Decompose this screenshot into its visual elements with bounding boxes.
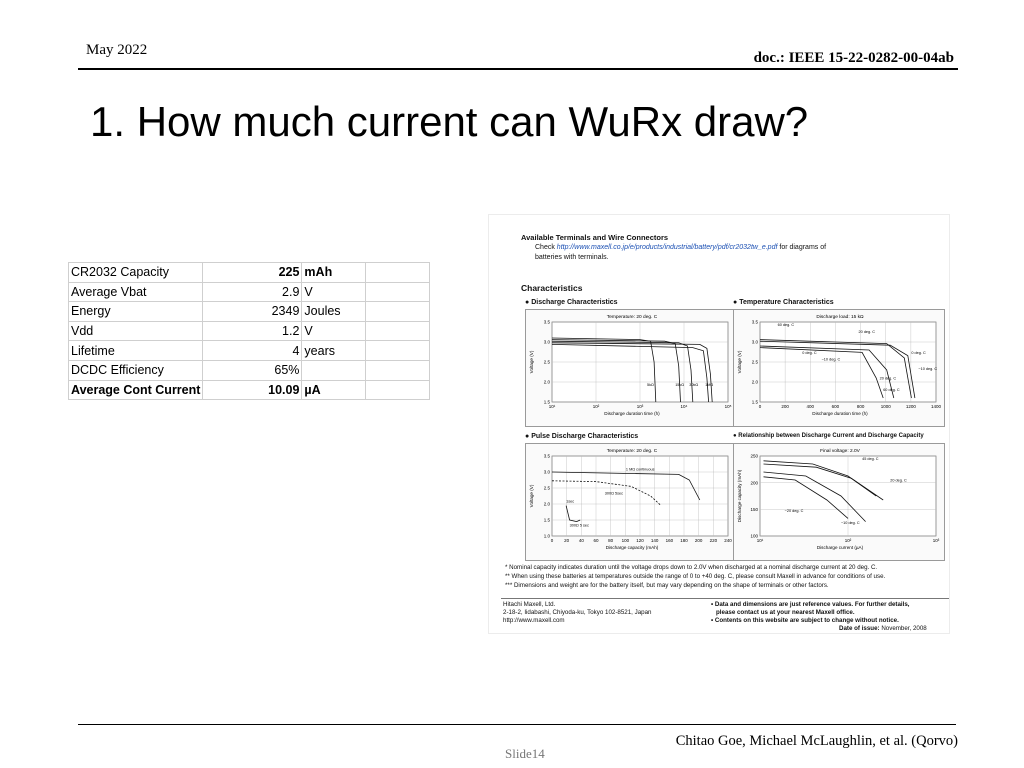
calc-empty xyxy=(366,360,430,380)
terminals-heading: Available Terminals and Wire Connectors xyxy=(521,233,669,242)
curve-label: 1MΩ xyxy=(705,383,714,387)
calc-row xyxy=(69,263,430,283)
y-tick-label: 3.0 xyxy=(543,339,550,345)
issue-date-value: November, 2008 xyxy=(881,625,927,632)
relationship-title: ● Relationship between Discharge Current and Discharge Capacity xyxy=(733,433,924,439)
calc-empty xyxy=(366,321,430,341)
disclaimer-3: • Contents on this website are subject to change without notice. xyxy=(711,617,899,624)
calc-label: Average Vbat xyxy=(69,282,203,302)
characteristics-heading: Characteristics xyxy=(521,283,583,293)
calc-row xyxy=(69,360,430,380)
company-url[interactable]: http://www.maxell.com xyxy=(503,617,565,624)
calc-row xyxy=(69,302,430,322)
calc-value: 1.2 xyxy=(203,321,302,341)
curve-label: −10 deg. C xyxy=(821,357,841,362)
y-tick-label: 250 xyxy=(750,453,758,459)
y-tick-label: 2.0 xyxy=(543,379,550,385)
x-tick-label: 10¹ xyxy=(756,538,764,543)
calc-value: 65% xyxy=(203,360,302,380)
x-tick-label: 10⁵ xyxy=(724,404,732,409)
y-tick-label: 1.5 xyxy=(543,517,550,523)
x-tick-label: 100 xyxy=(621,538,630,543)
x-tick-label: 200 xyxy=(694,538,703,543)
calc-row xyxy=(69,341,430,361)
curve-label: 60 deg. C xyxy=(883,387,900,392)
x-axis-label: Discharge capacity (mAh) xyxy=(605,545,659,550)
curve-label: −10 deg. C xyxy=(840,521,860,525)
discharge-chart-panel xyxy=(525,309,737,427)
temperature-title: ● Temperature Characteristics xyxy=(733,299,834,306)
x-tick-label: 1000 xyxy=(880,404,891,409)
company-address: 2-18-2, Iidabashi, Chiyoda-ku, Tokyo 102-8521, Japan xyxy=(503,609,652,616)
relationship-title-text: Relationship between Discharge Current and Discharge Capacity xyxy=(738,433,924,439)
curve-label: 300Ω 5 sec xyxy=(569,523,589,528)
calc-label: Energy xyxy=(69,302,203,322)
calc-row xyxy=(69,321,430,341)
y-tick-label: 3.0 xyxy=(543,469,550,475)
pulse-title: ● Pulse Discharge Characteristics xyxy=(525,433,639,440)
header-rule xyxy=(78,68,958,70)
relationship-chart-panel xyxy=(733,443,945,561)
calc-value: 2.9 xyxy=(203,282,302,302)
relationship-chart xyxy=(734,444,946,562)
x-tick-label: 0 xyxy=(758,404,762,409)
temperature-chart-panel xyxy=(733,309,945,427)
curve-label: 5kΩ xyxy=(647,383,654,387)
disclaimer-1: • Data and dimensions are just reference values. For further details, xyxy=(711,601,910,608)
issue-date xyxy=(839,625,927,632)
chart-condition: Final voltage: 2.0V xyxy=(820,449,860,454)
x-tick-label: 10¹ xyxy=(548,404,556,409)
calc-empty xyxy=(366,282,430,302)
calc-value: 2349 xyxy=(203,302,302,322)
calc-unit: years xyxy=(302,341,366,361)
y-tick-label: 1.5 xyxy=(751,399,758,405)
calc-value: 4 xyxy=(203,341,302,361)
curve-label: 1 MΩ continuous xyxy=(625,467,655,472)
curve-label: 20 deg. C xyxy=(858,330,876,335)
curve-label: −20 deg. C xyxy=(784,509,804,513)
y-tick-label: 100 xyxy=(750,533,758,539)
y-axis-label: Discharge capacity (mAh) xyxy=(737,469,742,523)
battery-datasheet xyxy=(488,214,950,634)
discharge-title-text: Discharge Characteristics xyxy=(531,299,618,306)
x-tick-label: 400 xyxy=(806,404,815,409)
x-tick-label: 1200 xyxy=(905,404,916,409)
curve-label: 15kΩ xyxy=(675,383,685,387)
calc-value: 10.09 xyxy=(203,380,302,400)
x-axis-label: Discharge duration time (h) xyxy=(604,411,660,416)
curve-label: 1sec xyxy=(566,499,575,504)
chart-condition: Temperature: 20 deg. C xyxy=(606,315,658,320)
footer-slide-number: Slide14 xyxy=(505,746,545,761)
y-tick-label: 200 xyxy=(750,480,758,486)
disclaimer-2: please contact us at your nearest Maxell office. xyxy=(716,609,855,616)
x-tick-label: 10³ xyxy=(932,538,940,543)
curve-label: −10 deg. C xyxy=(918,367,938,371)
x-tick-label: 160 xyxy=(665,538,674,543)
x-tick-label: 20 xyxy=(564,538,570,543)
y-tick-label: 2.5 xyxy=(543,485,550,491)
y-axis-label: Voltage (V) xyxy=(737,350,742,374)
calc-empty xyxy=(366,380,430,400)
curve-label: 0 deg. C xyxy=(911,351,926,355)
terminals-text-2: for diagrams of xyxy=(779,244,827,251)
x-tick-label: 140 xyxy=(650,538,659,543)
calc-unit: Joules xyxy=(302,302,366,322)
calc-empty xyxy=(366,341,430,361)
note-2: ** When using these batteries at temperatures outside the range of 0 to +40 deg. C, please consult Maxell in advance for conditions of use. xyxy=(505,573,886,580)
x-axis-label: Discharge duration time (h) xyxy=(812,411,868,416)
x-tick-label: 60 xyxy=(593,538,599,543)
x-tick-label: 10² xyxy=(592,404,600,409)
calc-row xyxy=(69,282,430,302)
terminals-text xyxy=(535,244,826,251)
company-name: Hitachi Maxell, Ltd. xyxy=(503,601,556,608)
pulse-title-text: Pulse Discharge Characteristics xyxy=(531,433,639,440)
curve-label: 20 deg. C xyxy=(890,478,907,483)
y-tick-label: 2.5 xyxy=(751,359,758,365)
x-tick-label: 1400 xyxy=(930,404,942,409)
terminals-text-1: Check xyxy=(535,244,555,251)
curve-label: 30kΩ xyxy=(689,383,699,387)
y-tick-label: 150 xyxy=(750,506,758,512)
pulse-chart-panel xyxy=(525,443,737,561)
chart-condition: Temperature: 20 deg. C xyxy=(606,449,658,454)
curve-label: 20 deg. C xyxy=(879,376,897,381)
calc-label: Vdd xyxy=(69,321,203,341)
calc-empty xyxy=(366,302,430,322)
curve-label: 45 deg. C xyxy=(862,457,879,461)
x-tick-label: 600 xyxy=(831,404,840,409)
terminals-link[interactable]: http://www.maxell.co.jp/e/products/industrial/battery/pdf/cr2032tw_e.pdf xyxy=(556,244,778,251)
x-tick-label: 10³ xyxy=(636,404,644,409)
slide-title: 1. How much current can WuRx draw? xyxy=(90,98,809,145)
temperature-title-text: Temperature Characteristics xyxy=(739,299,834,306)
x-tick-label: 10² xyxy=(844,538,852,543)
x-tick-label: 240 xyxy=(724,538,732,543)
y-tick-label: 2.0 xyxy=(751,379,758,385)
calc-unit: µA xyxy=(302,380,366,400)
terminals-text-3: batteries with terminals. xyxy=(535,254,609,261)
note-1: * Nominal capacity indicates duration until the voltage drops down to 2.0V when discharged at a nominal discharge current at 20 deg. C. xyxy=(505,564,878,571)
calc-unit xyxy=(302,360,366,380)
calc-unit: V xyxy=(302,321,366,341)
x-axis-label: Discharge current (µA) xyxy=(816,545,864,550)
y-tick-label: 1.5 xyxy=(543,399,550,405)
calc-unit: V xyxy=(302,282,366,302)
calc-unit: mAh xyxy=(302,263,366,283)
y-tick-label: 3.5 xyxy=(543,453,550,459)
note-3: *** Dimensions and weight are for the battery itself, but may vary depending on the shape of terminals or other factors. xyxy=(505,582,829,589)
calc-label: DCDC Efficiency xyxy=(69,360,203,380)
calc-empty xyxy=(366,263,430,283)
curve-label: 0 deg. C xyxy=(802,351,817,355)
calc-label: Lifetime xyxy=(69,341,203,361)
y-tick-label: 3.0 xyxy=(751,339,758,345)
header-date: May 2022 xyxy=(86,42,148,58)
calc-value: 225 xyxy=(203,263,302,283)
footer-rule xyxy=(78,724,956,725)
y-tick-label: 3.5 xyxy=(751,319,758,325)
pulse-chart xyxy=(526,444,738,562)
x-tick-label: 80 xyxy=(608,538,614,543)
x-tick-label: 220 xyxy=(709,538,718,543)
calc-label: CR2032 Capacity xyxy=(69,263,203,283)
y-tick-label: 2.5 xyxy=(543,359,550,365)
x-tick-label: 40 xyxy=(578,538,584,543)
y-tick-label: 3.5 xyxy=(543,319,550,325)
y-axis-label: Voltage (V) xyxy=(529,350,534,374)
chart-condition: Discharge load: 15 kΩ xyxy=(816,315,864,320)
x-tick-label: 180 xyxy=(680,538,688,543)
calc-label: Average Cont Current xyxy=(69,380,203,400)
curve-label: 300Ω 5sec xyxy=(604,491,624,496)
x-tick-label: 200 xyxy=(781,404,789,409)
header-doc-id: doc.: IEEE 15-22-0282-00-04ab xyxy=(753,50,954,66)
temperature-chart xyxy=(734,310,946,428)
x-tick-label: 10⁴ xyxy=(680,404,688,409)
issue-label: Date of issue: xyxy=(839,625,880,632)
y-axis-label: Voltage (V) xyxy=(529,484,534,508)
discharge-title: ● Discharge Characteristics xyxy=(525,299,618,306)
x-tick-label: 0 xyxy=(550,538,554,543)
footer-authors: Chitao Goe, Michael McLaughlin, et al. (Qorvo) xyxy=(675,733,958,749)
calc-row xyxy=(69,380,430,400)
discharge-chart xyxy=(526,310,738,428)
x-tick-label: 120 xyxy=(636,538,644,543)
battery-calc-table xyxy=(68,262,430,400)
y-tick-label: 2.0 xyxy=(543,501,550,507)
x-tick-label: 800 xyxy=(856,404,865,409)
curve-label: 60 deg. C xyxy=(777,323,795,327)
y-tick-label: 1.0 xyxy=(543,533,550,539)
datasheet-rule xyxy=(501,598,950,599)
